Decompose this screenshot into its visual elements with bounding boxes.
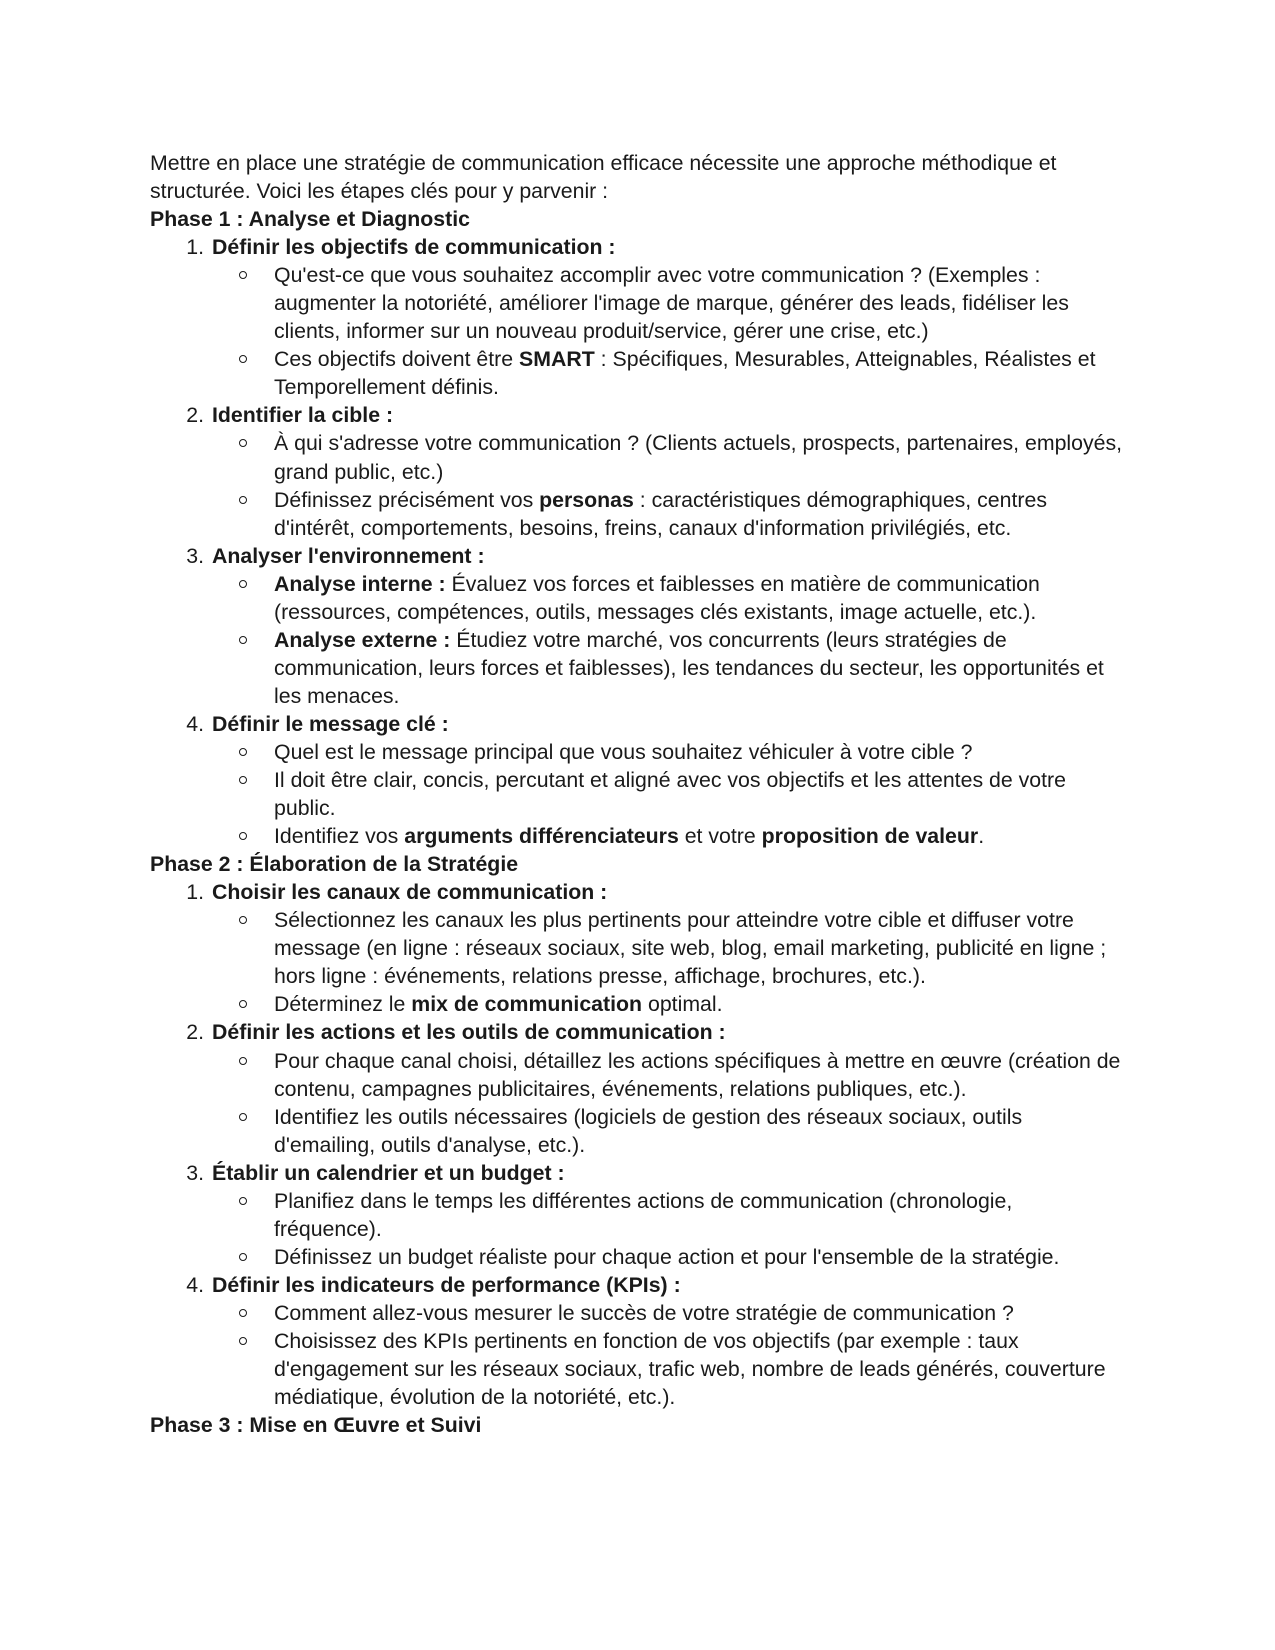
bullet-list (150, 1047, 1125, 1159)
text-run: Quel est le message principal que vous souhaitez véhiculer à votre cible ? (274, 739, 973, 764)
step-heading (150, 401, 1125, 429)
text-run: Étudiez votre marché, vos concurrents (leurs stratégies de communication, leurs forces et faiblesses), les tendances du secteur, les opportunités et les menaces. (274, 627, 1104, 708)
step-title: Définir les actions et les outils de communication : (212, 1020, 726, 1045)
hollow-bullet-icon (239, 1057, 247, 1065)
step-heading (150, 1159, 1125, 1187)
step-number: 4. (186, 711, 204, 736)
phase-heading: Phase 1 : Analyse et Diagnostic (150, 207, 470, 232)
phase-heading: Phase 2 : Élaboration de la Stratégie (150, 852, 519, 877)
bullet-list (150, 1299, 1125, 1411)
hollow-bullet-icon (239, 832, 247, 840)
step-title: Définir les objectifs de communication : (212, 235, 616, 260)
bullet-item (150, 626, 1125, 710)
bold-text: Analyse interne : (274, 571, 446, 596)
bullet-item (150, 345, 1125, 401)
hollow-bullet-icon (239, 580, 247, 588)
bullet-list (150, 738, 1125, 850)
bullet-list (150, 1187, 1125, 1271)
bullet-item (150, 822, 1125, 850)
step-title: Définir les indicateurs de performance (KPIs) : (212, 1272, 681, 1297)
bullet-item (150, 990, 1125, 1018)
hollow-bullet-icon (239, 636, 247, 644)
hollow-bullet-icon (239, 916, 247, 924)
step-item (150, 1159, 1125, 1271)
step-heading (150, 233, 1125, 261)
text-run: Pour chaque canal choisi, détaillez les actions spécifiques à mettre en œuvre (création de contenu, campagnes publicitaires, événements, relations publiques, etc.). (274, 1048, 1121, 1101)
bullet-item (150, 738, 1125, 766)
bold-text: Analyse externe : (274, 627, 451, 652)
step-heading (150, 542, 1125, 570)
hollow-bullet-icon (239, 1253, 247, 1261)
text-run: Déterminez le (274, 992, 412, 1017)
step-heading (150, 710, 1125, 738)
hollow-bullet-icon (239, 496, 247, 504)
hollow-bullet-icon (239, 355, 247, 363)
text-run: : caractéristiques démographiques, centres d'intérêt, comportements, besoins, freins, canaux d'information privilégiés, etc. (274, 487, 1047, 540)
hollow-bullet-icon (239, 1113, 247, 1121)
text-run: Identifiez vos (274, 824, 405, 849)
step-list (150, 878, 1125, 1411)
step-item (150, 1271, 1125, 1411)
step-number: 3. (186, 1160, 204, 1185)
hollow-bullet-icon (239, 776, 247, 784)
text-run: Il doit être clair, concis, percutant et aligné avec vos objectifs et les attentes de votre public. (274, 768, 1066, 821)
bullet-list (150, 429, 1125, 541)
bullet-list (150, 906, 1125, 1018)
step-item (150, 1018, 1125, 1158)
bold-text: mix de communication (411, 992, 643, 1017)
hollow-bullet-icon (239, 748, 247, 756)
document-content (150, 205, 1125, 1439)
hollow-bullet-icon (239, 1197, 247, 1205)
text-run: À qui s'adresse votre communication ? (Clients actuels, prospects, partenaires, employés, grand public, etc.) (274, 431, 1123, 484)
bullet-item (150, 1299, 1125, 1327)
step-number: 3. (186, 543, 204, 568)
bullet-list (150, 261, 1125, 401)
text-run: Comment allez-vous mesurer le succès de votre stratégie de communication ? (274, 1300, 1014, 1325)
step-item (150, 710, 1125, 850)
step-heading (150, 878, 1125, 906)
step-number: 1. (186, 235, 204, 260)
step-title: Identifier la cible : (212, 403, 394, 428)
text-run: : Spécifiques, Mesurables, Atteignables, Réalistes et Temporellement définis. (274, 347, 1096, 400)
step-number: 1. (186, 880, 204, 905)
step-number: 2. (186, 403, 204, 428)
text-run: Sélectionnez les canaux les plus pertinents pour atteindre votre cible et diffuser votre message (en ligne : réseaux sociaux, site web, blog, email marketing, publicité en ligne ; hors ligne : événements, relations presse, affichage, brochures, etc.). (274, 908, 1107, 989)
step-item (150, 401, 1125, 541)
text-run: Évaluez vos forces et faiblesses en matière de communication (ressources, compétences, outils, messages clés existants, image actuelle, etc.). (274, 571, 1040, 624)
hollow-bullet-icon (239, 439, 247, 447)
phase-heading: Phase 3 : Mise en Œuvre et Suivi (150, 1413, 482, 1438)
step-title: Analyser l'environnement : (212, 543, 485, 568)
step-heading (150, 1018, 1125, 1046)
bold-text: SMART (519, 347, 595, 372)
step-title: Choisir les canaux de communication : (212, 880, 608, 905)
step-item (150, 233, 1125, 401)
step-title: Établir un calendrier et un budget : (212, 1160, 565, 1185)
bullet-list (150, 570, 1125, 710)
bold-text: personas (539, 487, 634, 512)
bullet-item (150, 261, 1125, 345)
hollow-bullet-icon (239, 1337, 247, 1345)
hollow-bullet-icon (239, 1309, 247, 1317)
bullet-item (150, 1103, 1125, 1159)
step-number: 4. (186, 1272, 204, 1297)
step-list (150, 233, 1125, 850)
bullet-item (150, 1243, 1125, 1271)
bullet-item (150, 1327, 1125, 1411)
bullet-item (150, 1187, 1125, 1243)
bullet-item (150, 429, 1125, 485)
text-run: Définissez précisément vos (274, 487, 540, 512)
step-item (150, 542, 1125, 710)
bold-text: arguments différenciateurs (404, 824, 679, 849)
text-run: Identifiez les outils nécessaires (logiciels de gestion des réseaux sociaux, outils d'emailing, outils d'analyse, etc.). (274, 1104, 1023, 1157)
text-run: Définissez un budget réaliste pour chaque action et pour l'ensemble de la stratégie. (274, 1244, 1060, 1269)
text-run: . (978, 824, 985, 849)
step-title: Définir le message clé : (212, 711, 449, 736)
bullet-item (150, 906, 1125, 990)
step-heading (150, 1271, 1125, 1299)
bullet-item (150, 570, 1125, 626)
text-run: Planifiez dans le temps les différentes actions de communication (chronologie, fréquence). (274, 1188, 1013, 1241)
text-run: Qu'est-ce que vous souhaitez accomplir avec votre communication ? (Exemples : augmenter la notoriété, améliorer l'image de marque, générer des leads, fidéliser les clients, informer sur un nouveau produit/service, gérer une crise, etc.) (274, 263, 1069, 344)
bullet-item (150, 1047, 1125, 1103)
bullet-item (150, 766, 1125, 822)
step-item (150, 878, 1125, 1018)
text-run: optimal. (642, 992, 723, 1017)
text-run: et votre (678, 824, 762, 849)
step-number: 2. (186, 1020, 204, 1045)
bullet-item (150, 486, 1125, 542)
bold-text: proposition de valeur (761, 824, 979, 849)
text-run: Ces objectifs doivent être (274, 347, 520, 372)
text-run: Choisissez des KPIs pertinents en fonction de vos objectifs (par exemple : taux d'engagement sur les réseaux sociaux, trafic web, nombre de leads générés, couverture médiatique, évolution de la notoriété, etc.). (274, 1328, 1106, 1410)
hollow-bullet-icon (239, 271, 247, 279)
intro-paragraph: Mettre en place une stratégie de communication efficace nécessite une approche méthodique et structurée. Voici les étapes clés pour y parvenir : (150, 151, 1057, 204)
hollow-bullet-icon (239, 1000, 247, 1008)
